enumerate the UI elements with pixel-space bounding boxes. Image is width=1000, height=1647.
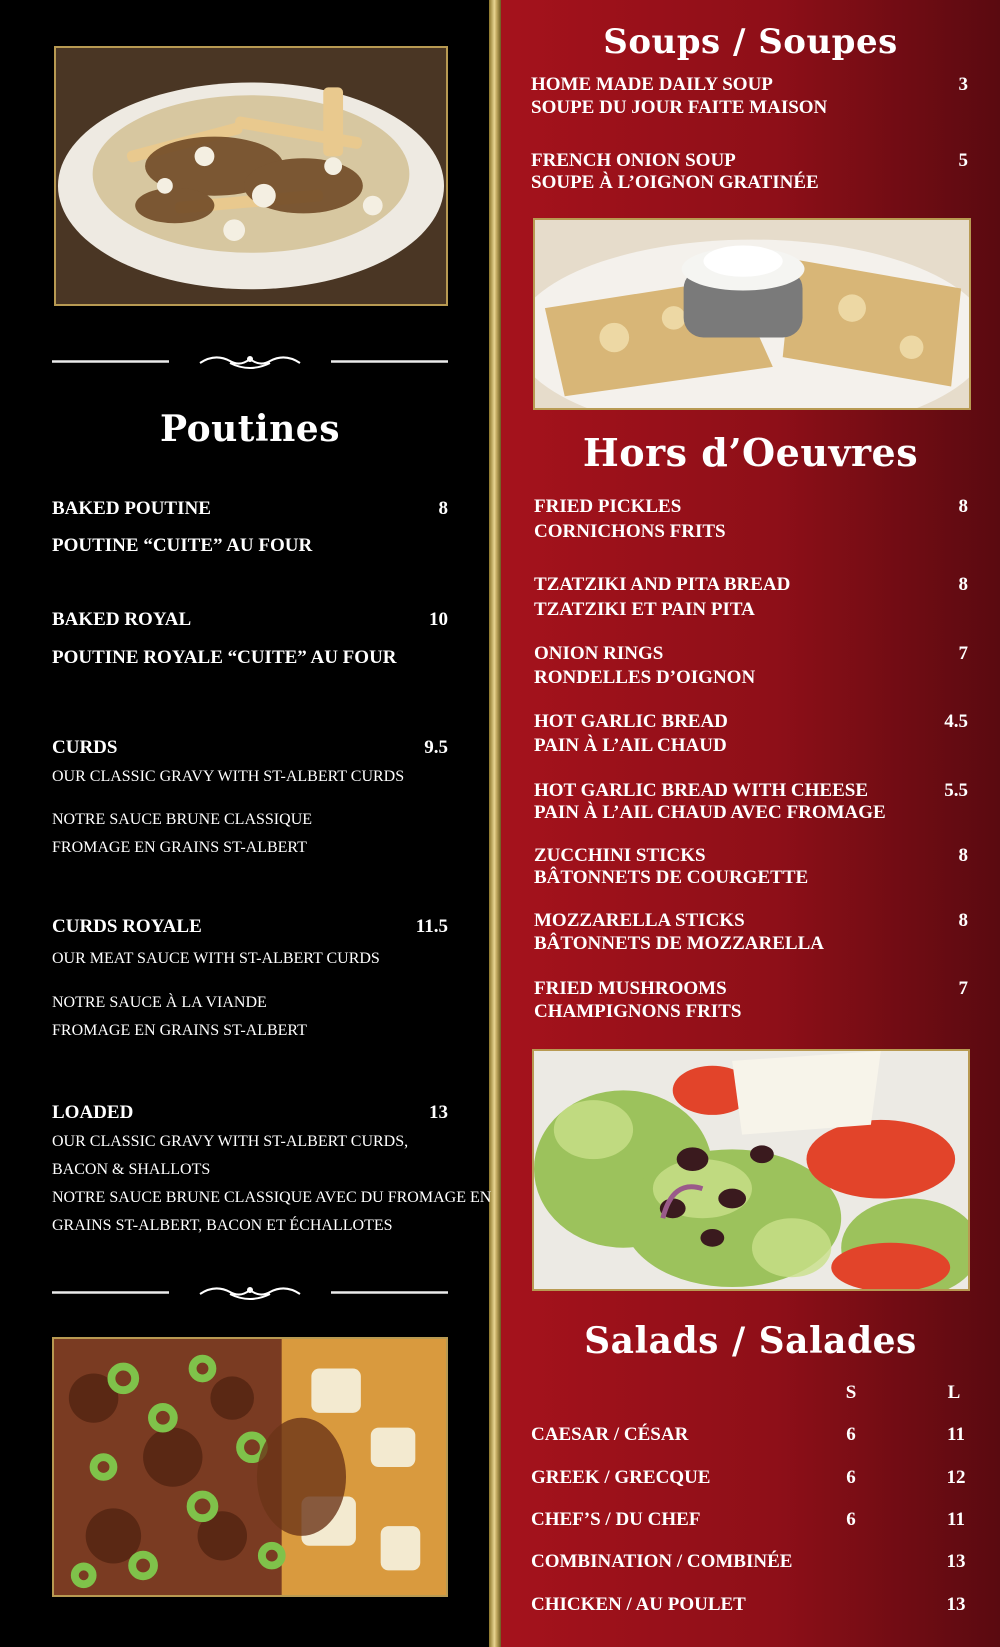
menu-item-price-large: 11 [947,1424,965,1445]
menu-item-desc: GRAINS ST-ALBERT, BACON ET ÉCHALLOTES [52,1217,393,1234]
menu-item-price: 3 [958,74,968,95]
hors-doeuvres-title: Hors d’Oeuvres [582,430,919,475]
menu-item-name: CURDS [52,737,118,758]
menu-item-price: 8 [958,496,968,517]
menu-item-price-large: 12 [946,1467,966,1488]
menu-item-desc: FROMAGE EN GRAINS ST-ALBERT [52,839,307,856]
menu-item-price-small: 6 [846,1424,856,1445]
menu-item-desc: NOTRE SAUCE BRUNE CLASSIQUE AVEC DU FROMAGE EN [52,1189,492,1206]
menu-item-price-large: 13 [946,1594,966,1615]
menu-item-desc: OUR MEAT SAUCE WITH ST-ALBERT CURDS [52,950,380,967]
menu-item-desc: OUR CLASSIC GRAVY WITH ST-ALBERT CURDS, [52,1133,409,1150]
menu-item-name: MOZZARELLA STICKS [534,910,745,931]
menu-item-desc: NOTRE SAUCE À LA VIANDE [52,994,267,1011]
poutine-photo [54,46,448,306]
size-small-header: S [845,1382,857,1403]
menu-item-name-fr: TZATZIKI ET PAIN PITA [534,599,755,620]
menu-item-name: CHICKEN / AU POULET [531,1594,746,1615]
menu-item-price-large: 13 [946,1551,966,1572]
menu-item-price: 5 [958,150,968,171]
menu-item-price: 10 [429,609,448,630]
poutines-title: Poutines [160,408,340,450]
soups-title: Soups / Soupes [603,22,898,62]
menu-item-desc: BACON & SHALLOTS [52,1161,211,1178]
menu-item-name: ONION RINGS [534,643,664,664]
menu-item-price: 8 [958,910,968,931]
menu-item-name: TZATZIKI AND PITA BREAD [534,574,791,595]
menu-item-price: 9.5 [424,737,448,758]
menu-item-price-small: 6 [846,1509,856,1530]
menu-item-name: HOT GARLIC BREAD [534,711,728,732]
menu-item-name-fr: CORNICHONS FRITS [534,521,726,542]
ornament-divider-bottom [52,1282,448,1302]
menu-item-name: HOT GARLIC BREAD WITH CHEESE [534,780,868,801]
salads-title: Salads / Salades [584,1320,917,1362]
menu-item-name-fr: SOUPE À L’OIGNON GRATINÉE [531,172,819,193]
menu-item-desc: NOTRE SAUCE BRUNE CLASSIQUE [52,811,313,828]
menu-item-name-fr: SOUPE DU JOUR FAITE MAISON [531,97,828,118]
garlic-bread-photo [533,218,971,410]
menu-item-price: 7 [958,643,968,664]
menu-item-name: ZUCCHINI STICKS [534,845,706,866]
menu-item-price-large: 11 [947,1509,965,1530]
menu-item-name-fr: POUTINE ROYALE “CUITE” AU FOUR [52,647,397,668]
menu-item-price: 11.5 [415,916,448,937]
menu-item-price: 8 [958,574,968,595]
menu-item-name: COMBINATION / COMBINÉE [531,1551,793,1572]
menu-item-price: 8 [438,498,448,519]
menu-item-price: 5.5 [944,780,968,801]
menu-item-name-fr: POUTINE “CUITE” AU FOUR [52,535,313,556]
ornament-divider-top [52,351,448,371]
size-large-header: L [947,1382,961,1403]
greek-salad-photo [532,1049,970,1291]
menu-item-name-fr: BÂTONNETS DE MOZZARELLA [534,933,824,954]
gold-divider [489,0,501,1647]
menu-item-name-fr: PAIN À L’AIL CHAUD AVEC FROMAGE [534,802,886,823]
menu-item-name: BAKED ROYAL [52,609,192,630]
loaded-poutine-photo [52,1337,448,1597]
menu-item-name: FRIED MUSHROOMS [534,978,727,999]
menu-item-desc: FROMAGE EN GRAINS ST-ALBERT [52,1022,307,1039]
menu-item-name: BAKED POUTINE [52,498,211,519]
menu-item-name-fr: RONDELLES D’OIGNON [534,667,756,688]
menu-item-desc: OUR CLASSIC GRAVY WITH ST-ALBERT CURDS [52,768,405,785]
menu-item-name: FRIED PICKLES [534,496,682,517]
menu-item-price: 7 [958,978,968,999]
menu-item-name: CURDS ROYALE [52,916,202,937]
menu-item-name-fr: PAIN À L’AIL CHAUD [534,735,727,756]
menu-item-price: 8 [958,845,968,866]
menu-item-name: HOME MADE DAILY SOUP [531,74,773,95]
menu-item-price: 13 [429,1102,448,1123]
menu-item-name-fr: CHAMPIGNONS FRITS [534,1001,742,1022]
menu-item-name: GREEK / GRECQUE [531,1467,711,1488]
menu-item-name-fr: BÂTONNETS DE COURGETTE [534,867,809,888]
menu-item-name: CHEF’S / DU CHEF [531,1509,701,1530]
menu-item-name: LOADED [52,1102,134,1123]
menu-item-price: 4.5 [944,711,968,732]
menu-item-price-small: 6 [846,1467,856,1488]
menu-item-name: CAESAR / CÉSAR [531,1424,689,1445]
menu-item-name: FRENCH ONION SOUP [531,150,736,171]
